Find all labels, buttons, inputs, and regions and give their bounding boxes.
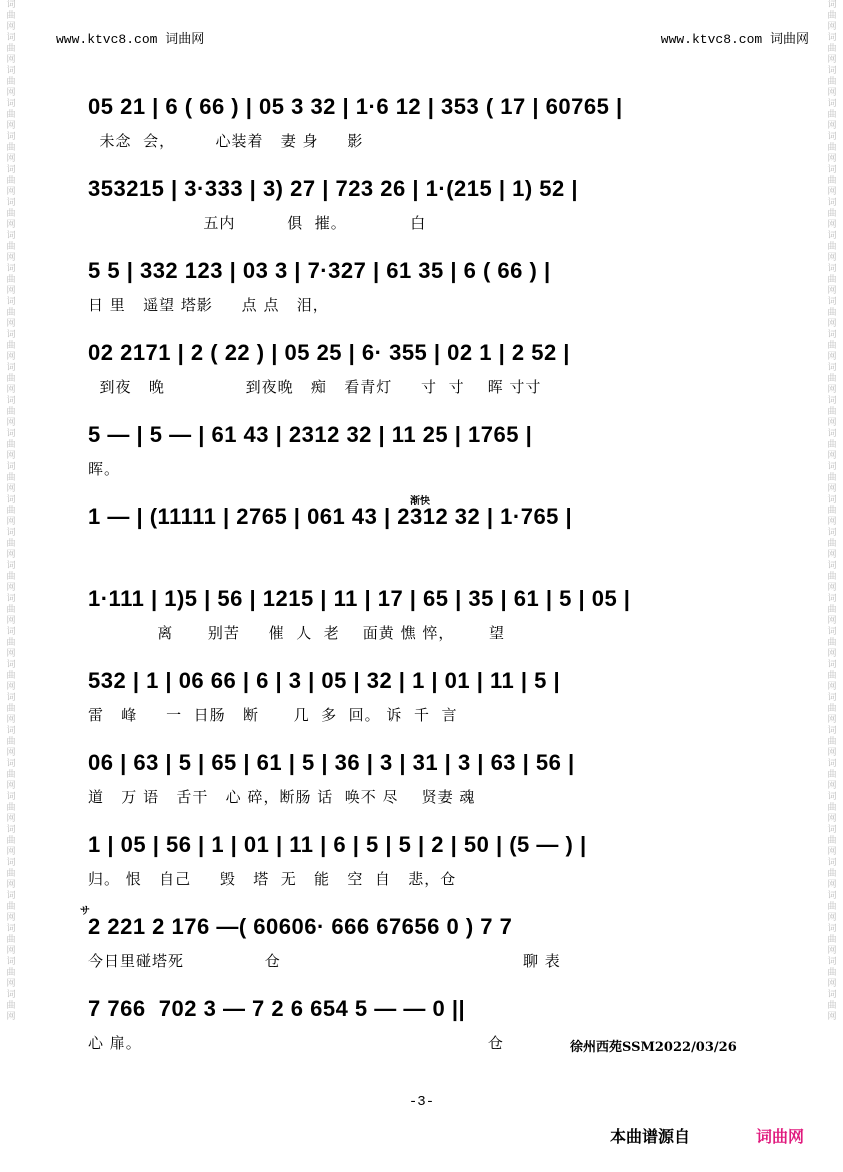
lyrics-line: 五内 俱 摧。 白 — [88, 214, 427, 232]
right-watermark: 词曲网词曲网词曲网词曲网词曲网词曲网词曲网词曲网词曲网词曲网词曲网词曲网词曲网词曲网词曲网词曲网词曲网词曲网词曲网词曲网词曲网词曲网词曲网词曲网词曲网词曲网词曲网词曲网词曲网词曲网词曲网 — [827, 0, 837, 1022]
left-watermark: 词曲网词曲网词曲网词曲网词曲网词曲网词曲网词曲网词曲网词曲网词曲网词曲网词曲网词曲网词曲网词曲网词曲网词曲网词曲网词曲网词曲网词曲网词曲网词曲网词曲网词曲网词曲网词曲网词曲网词曲网词曲网 — [6, 0, 16, 1022]
score-row-6 — [88, 492, 760, 574]
notation-line: 353215 | 3·333 | 3) 27 | 723 26 | 1·(215 | 1) 52 | — [88, 176, 579, 201]
lyrics-line: 心 扉。 仓 — [88, 1034, 504, 1052]
lyrics-line: 道 万 语 舌干 心 碎，断肠 话 唤不 尽 贤妻 魂 — [88, 788, 476, 806]
notation-line: 7 766 702 3 — 7 2 6 654 5 — — 0 || — [88, 996, 466, 1021]
score-row-4 — [88, 328, 760, 410]
notation-line: 5 — | 5 — | 61 43 | 2312 32 | 11 25 | 1765 | — [88, 422, 533, 447]
notation-line: 532 | 1 | 06 66 | 6 | 3 | 05 | 32 | 1 | 01 | 11 | 5 | — [88, 668, 561, 693]
notation-line: 1·111 | 1)5 | 56 | 1215 | 11 | 17 | 65 | 35 | 61 | 5 | 05 | — [88, 586, 631, 611]
score-row-1 — [88, 82, 760, 164]
score-row-11 — [80, 902, 760, 984]
lyrics-line: 晖。 — [88, 460, 121, 478]
header-right-url: www.ktvc8.com 词曲网 — [660, 32, 809, 47]
notation-line: 06 | 63 | 5 | 65 | 61 | 5 | 36 | 3 | 31 | 3 | 63 | 56 | — [88, 750, 575, 775]
score-row-9 — [88, 738, 760, 820]
score-row-10 — [88, 820, 760, 902]
notation-line: 02 2171 | 2 ( 22 ) | 05 25 | 6· 355 | 02 1 | 2 52 | — [88, 340, 570, 365]
score-row-8 — [88, 656, 760, 738]
notation-line: 1 — | (11111 | 2765 | 061 43 | 2312 32 | 1·765 | — [88, 504, 573, 529]
signature: 徐州西苑SSM2022/03/26 — [570, 1040, 737, 1055]
lyrics-line: 到夜 晚 到夜晚 痴 看青灯 寸 寸 晖 寸寸 — [88, 378, 542, 396]
notation-line: 5 5 | 332 123 | 03 3 | 7·327 | 61 35 | 6 ( 66 ) | — [88, 258, 551, 283]
score-row-2 — [88, 164, 760, 246]
free-rhythm-marking: サ — [80, 906, 90, 917]
lyrics-line: 日 里 遥望 塔影 点 点 泪， — [88, 296, 329, 314]
notation-line: 1 | 05 | 56 | 1 | 01 | 11 | 6 | 5 | 5 | 2 | 50 | (5 — ) | — [88, 832, 587, 857]
notation-line: 05 21 | 6 ( 66 ) | 05 3 32 | 1·6 12 | 353 ( 17 | 60765 | — [88, 94, 623, 119]
lyrics-line: 离 别苦 催 人 老 面黄 憔 悴， 望 — [88, 624, 505, 642]
lyrics-line: 雷 峰 一 日肠 断 几 多 回。 诉 千 言 — [88, 706, 458, 724]
source-label: 本曲谱源自 — [610, 1127, 691, 1146]
lyrics-line: 今日里碰塔死 仓 聊 表 — [88, 952, 561, 970]
header-left-url: www.ktvc8.com 词曲网 — [56, 32, 205, 47]
page-number: -3- — [408, 1094, 435, 1110]
score-row-5 — [88, 410, 760, 492]
score-body — [80, 82, 760, 1066]
notation-line: 2 221 2 176 —( 60606· 666 67656 0 ) 7 7 — [88, 914, 513, 939]
gradual-marking: 渐快 — [410, 496, 430, 507]
source-brand-link[interactable]: 词曲网 — [756, 1127, 805, 1146]
lyrics-line: 未念 会， 心装着 妻 身 影 — [88, 132, 364, 150]
score-row-7 — [88, 574, 760, 656]
score-row-3 — [88, 246, 760, 328]
lyrics-line: 归。 恨 自己 毁 塔 无 能 空 自 悲，仓 — [88, 870, 457, 888]
